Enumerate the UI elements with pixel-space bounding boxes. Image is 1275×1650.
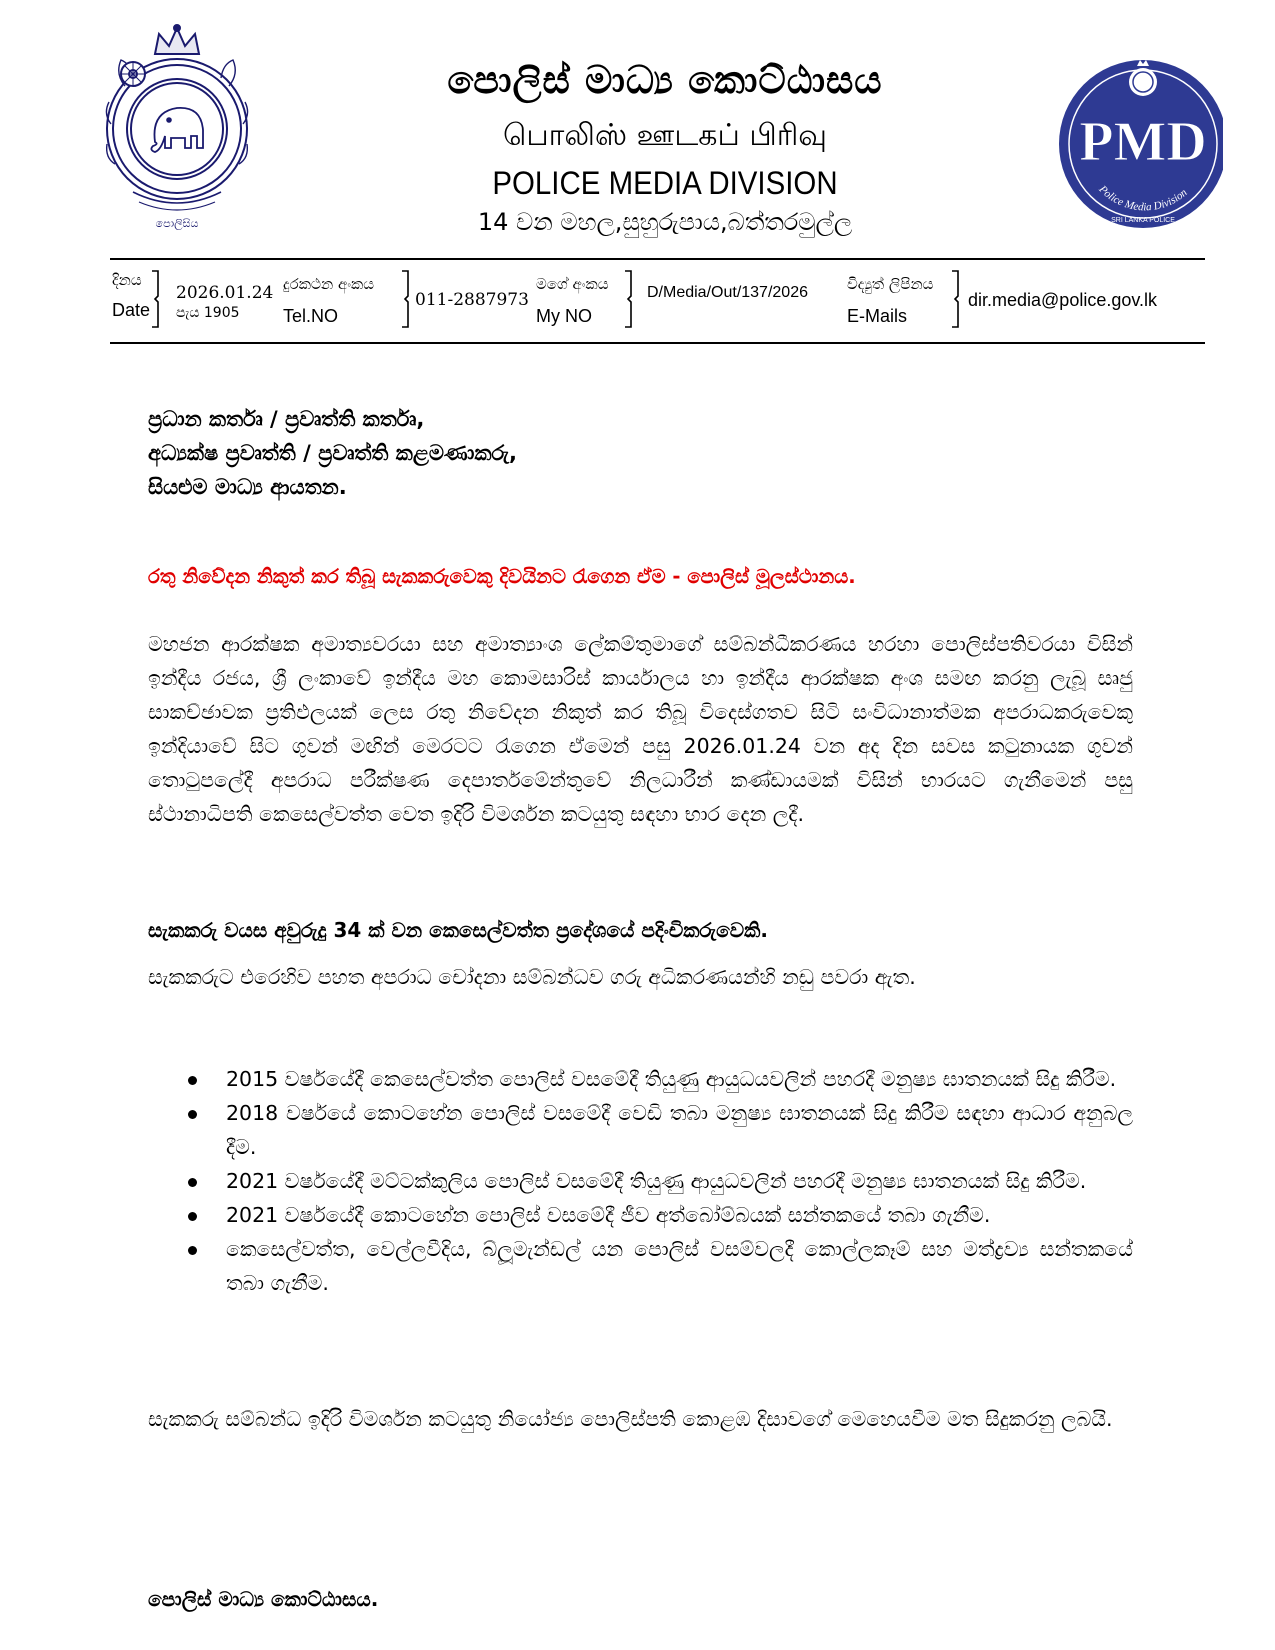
subject-line: රතු නිවේදන නිකුත් කර තිබූ සැකකරුවෙකු දිවයිනට රැගෙන ඒම - පොලිස් මූලස්ථානය. bbox=[148, 565, 856, 588]
brace-icon bbox=[150, 270, 160, 328]
body-paragraph-2: සැකකරුට එරෙහිව පහත අපරාධ චෝදනා සම්බන්ධව ගරු අධිකරණයන්හි නඩු පවරා ඇත. bbox=[148, 965, 916, 989]
body-paragraph-1: මහජන ආරක්ෂක අමාත්‍යවරයා සහ අමාත්‍යාංශ ලේකම්තුමාගේ සම්බන්ධීකරණය හරහා පොලිස්පතිවරයා විසින් ඉන්දීය රජය, ශ්‍රී ලංකාවේ ඉන්දීය මහ කොමසාරිස් කාර්යාලය හා ඉන්දීය ආරක්ෂක අංශ සමඟ කරනු ලැබූ සෘජු සාකච්ඡාවක ප්‍රතිඵලයක් ලෙස රතු නිවේදන නිකුත් කර තිබූ විදෙස්ගතව සිටි සංවිධානාත්මක අපරාධකරුවෙකු ඉන්දියාවේ සිට ගුවන් මඟින් මෙරටට රැගෙන ඒමෙන් පසු 2026.01.24 වන අද දින සවස කටුනායක ගුවන් තොටුපලේදී අපරාධ පරීක්ෂණ දෙපාර්තමේන්තුවේ නිලධාරීන් කණ්ඩායමක් විසින් භාරයට ගැනීමෙන් පසු ස්ථානාධිපති කෙසෙල්වත්ත වෙත ඉදිරි විමර්ශන කටයුතු සඳහා භාර දෙන ලදී. bbox=[148, 632, 1133, 826]
body-paragraph-3: සැකකරු සම්බන්ධ ඉදිරි විමර්ශන කටයුතු නියෝජ්‍ය පොලිස්පති කොළඹ දිසාවගේ මෙහෙයවීම මත සිදුකරනු ලබයි. bbox=[148, 1407, 1113, 1431]
header-address: 14 වන මහල,සුහුරුපාය,බත්තරමුල්ල bbox=[477, 208, 853, 236]
myno-label-si: මගේ අංකය bbox=[536, 275, 609, 293]
tel-label-en: Tel.NO bbox=[283, 306, 339, 326]
bullet-icon bbox=[188, 1178, 197, 1187]
tel-value: 011-2887973 bbox=[415, 290, 529, 310]
svg-text:Police Media Division: Police Media Division bbox=[1096, 183, 1190, 214]
header-title-sinhala: පොලිස් මාධ්‍ය කොට්ඨාසය bbox=[447, 58, 883, 102]
bullet-icon bbox=[188, 1076, 197, 1085]
brace-icon bbox=[623, 270, 633, 328]
info-bar-top-rule bbox=[110, 258, 1205, 260]
svg-text:SRI LANKA POLICE: SRI LANKA POLICE bbox=[1111, 217, 1175, 224]
charges-list bbox=[148, 1062, 1133, 1300]
addressee-line: අධ්‍යක්ෂ ප්‍රවෘත්ති / ප්‍රවෘත්ති කළමණාකරු, bbox=[148, 441, 518, 465]
suspect-info-line: සැකකරු වයස අවුරුදු 34 ක් වන කෙසෙල්වත්ත ප්‍රදේශයේ පදිංචිකරුවෙකි. bbox=[148, 918, 768, 942]
email-value: dir.media@police.gov.lk bbox=[968, 290, 1158, 310]
charge-text: 2018 වර්ෂයේ කොටහේන පොලිස් වසමේදී වෙඩි තබා මනුෂ්‍ය ඝාතනයක් සිදු කිරීම සඳහා ආධාර අනුබල දීම. bbox=[226, 1101, 1133, 1159]
pmd-logo bbox=[1055, 44, 1223, 234]
date-value: 2026.01.24 bbox=[176, 283, 274, 303]
date-label-en: Date bbox=[112, 300, 151, 320]
brace-icon bbox=[950, 270, 960, 328]
tel-label-si: දුරකථන අංකය bbox=[283, 275, 375, 293]
svg-text:PMD: PMD bbox=[1079, 111, 1207, 173]
bullet-icon bbox=[188, 1110, 197, 1119]
list-item bbox=[148, 1096, 1133, 1164]
list-item bbox=[148, 1062, 1133, 1096]
charge-text: 2015 වර්ෂයේදී කෙසෙල්වත්ත පොලිස් වසමේදී තියුණු ආයුධයවලින් පහරදී මනුෂ්‍ය ඝාතනයක් සිදු කිරීම. bbox=[226, 1067, 1117, 1091]
list-item bbox=[148, 1232, 1133, 1300]
signature-line: පොලිස් මාධ්‍ය කොට්ඨාසය. bbox=[148, 1587, 379, 1611]
brace-icon bbox=[400, 270, 410, 328]
info-bar-bottom-rule bbox=[110, 342, 1205, 344]
bullet-icon bbox=[188, 1212, 197, 1221]
charge-text: 2021 වර්ෂයේදී කොටහේන පොලිස් වසමේදී ජීව අත්බෝම්බයක් සන්තකයේ තබා ගැනීම. bbox=[226, 1203, 991, 1227]
svg-text:පොලිසිය: පොලිසිය bbox=[155, 217, 199, 230]
email-label-en: E-Mails bbox=[847, 306, 908, 326]
myno-value: D/Media/Out/137/2026 bbox=[647, 284, 808, 301]
charge-text: කෙසෙල්වත්ත, වෙල්ලවීදිය, බ්ලූමැන්ඩල් යන පොලිස් වසම්වලදී කොල්ලකෑම් සහ මත්ද්‍රව්‍ය සන්තකයේ තබා ගැනීම. bbox=[226, 1237, 1133, 1295]
addressee-line: සියළුම මාධ්‍ය ආයතන. bbox=[148, 475, 347, 499]
email-label-si: විද්‍යුත් ලිපිනය bbox=[847, 275, 934, 293]
addressee-line: ප්‍රධාන කර්තෘ / ප්‍රවෘත්ති කර්තෘ, bbox=[148, 407, 425, 431]
police-crest-emblem bbox=[103, 24, 251, 232]
myno-label-en: My NO bbox=[536, 306, 592, 326]
list-item bbox=[148, 1198, 1133, 1232]
list-item bbox=[148, 1164, 1133, 1198]
header-title-english: POLICE MEDIA DIVISION bbox=[492, 165, 838, 201]
header-title-tamil: பொலிஸ் ஊடகப் பிரிவு bbox=[502, 118, 828, 153]
date-time: පැය 1905 bbox=[176, 305, 240, 321]
charge-text: 2021 වර්ෂයේදී මට්ටක්කුලිය පොලිස් වසමේදී තියුණු ආයුධවලින් පහරදී මනුෂ්‍ය ඝාතනයක් සිදු කිරීම. bbox=[226, 1169, 1087, 1193]
bullet-icon bbox=[188, 1246, 197, 1255]
date-label-si: දිනය bbox=[112, 271, 142, 289]
